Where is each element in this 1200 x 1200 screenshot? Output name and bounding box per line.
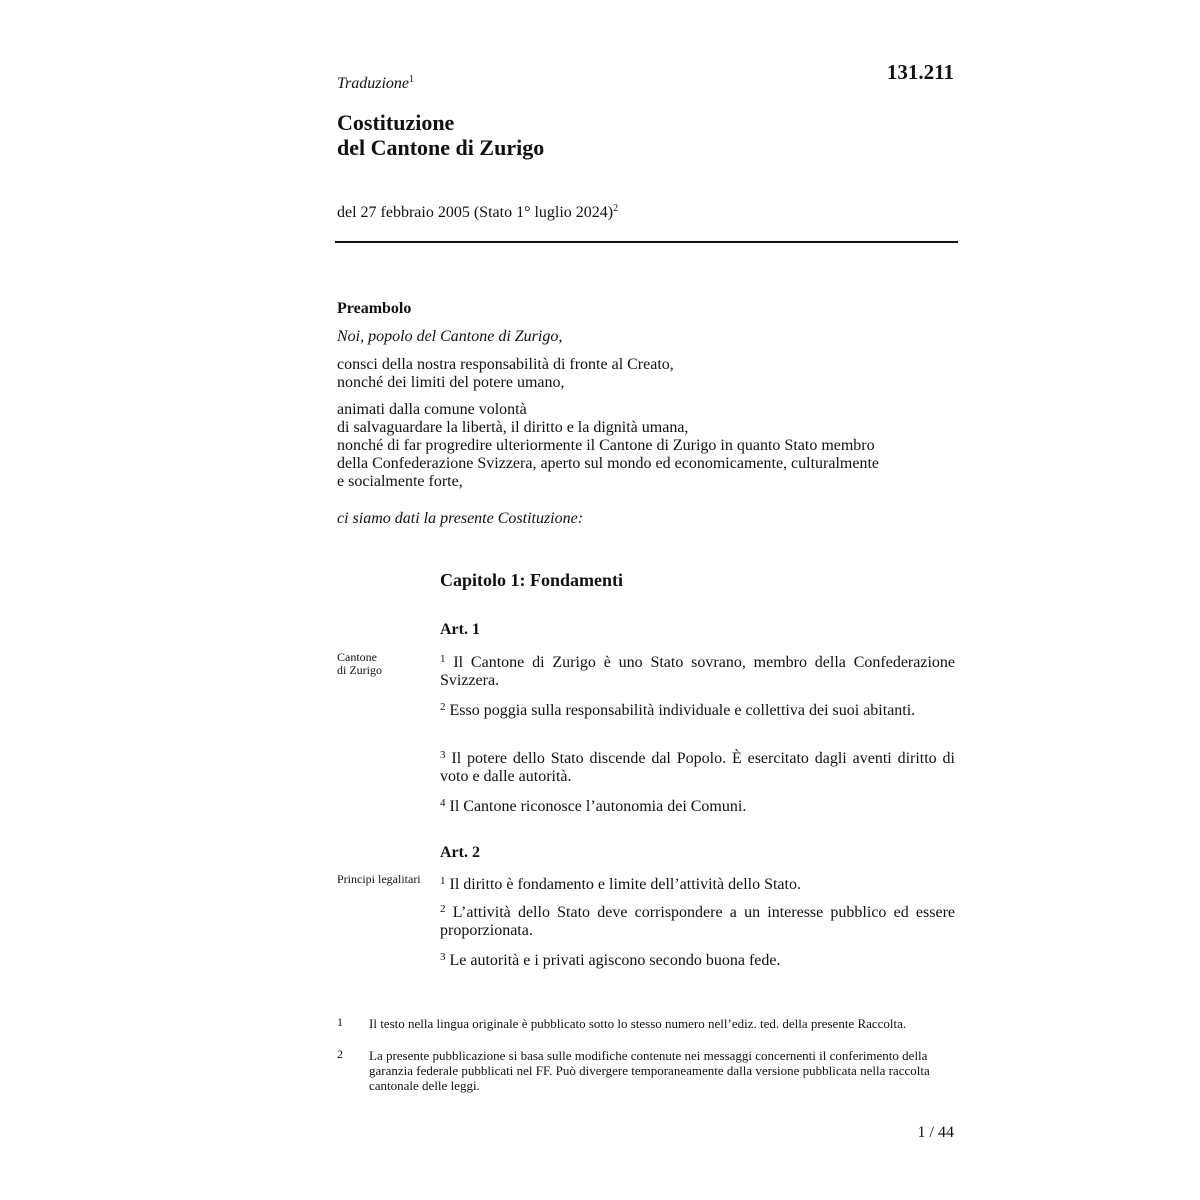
footnote-1-number: 1 [337, 1015, 343, 1029]
article-1-title: Art. 1 [440, 621, 480, 638]
document-date: del 27 febbraio 2005 (Stato 1° luglio 2024)$^2$ [337, 203, 619, 221]
article-2-paragraph-3: $^3$ Le autorità e i privati agiscono secondo buona fede. [440, 951, 781, 969]
preamble-intro: Noi, popolo del Cantone di Zurigo, [337, 328, 563, 345]
page-number: 1 / 44 [917, 1124, 954, 1141]
article-2-paragraph-2: $^2$ L’attività dello Stato deve corrispondere a un interesse pubblico ed essere proporzionata. [440, 903, 956, 939]
preamble-paragraph-2: animati dalla comune volontà di salvaguardare la libertà, il diritto e la dignità umana, nonché di far progredire ulteriormente il Cantone di Zurigo in quanto Stato membro della Confederazione Svizzera, aperto sul mondo ed economicamente, culturalmente e socialmente forte, [337, 401, 879, 490]
article-1-paragraph-1: $^1$ Il Cantone di Zurigo è uno Stato sovrano, membro della Confederazione Svizzera. [440, 653, 955, 689]
article-1-paragraph-4: $^4$ Il Cantone riconosce l’autonomia dei Comuni. [440, 797, 747, 815]
preamble-closing: ci siamo dati la presente Costituzione: [337, 510, 584, 527]
article-2-title: Art. 2 [440, 844, 480, 861]
article-1-margin-note: Cantone di Zurigo [337, 650, 382, 677]
footnote-2-number: 2 [337, 1047, 343, 1061]
article-2-paragraph-1: $^1$ Il diritto è fondamento e limite dell’attività dello Stato. [440, 875, 801, 893]
footnote-2-text: La presente pubblicazione si basa sulle modifiche contenute nei messaggi concernenti il conferimento della garanzia federale pubblicati nel FF. Può divergere temporaneamente dalla versione pubblicata nella raccolta cantonale delle leggi. [369, 1048, 930, 1093]
translation-label: Traduzione$^1$ [337, 74, 415, 92]
document-title: Costituzione del Cantone di Zurigo [337, 110, 545, 160]
article-1-paragraph-2: $^2$ Esso poggia sulla responsabilità individuale e collettiva dei suoi abitanti. [440, 701, 916, 719]
preamble-paragraph-1: consci della nostra responsabilità di fronte al Creato, nonché dei limiti del potere umano, [337, 356, 674, 391]
header-divider [335, 241, 958, 243]
footnote-ref-2[interactable]: 2 [613, 203, 619, 214]
sr-number: 131.211 [886, 60, 954, 84]
chapter-title: Capitolo 1: Fondamenti [440, 570, 624, 590]
footnote-1-text: Il testo nella lingua originale è pubblicato sotto lo stesso numero nell’ediz. ted. della presente Raccolta. [369, 1016, 907, 1031]
footnote-ref-1[interactable]: 1 [409, 74, 415, 85]
preamble-heading: Preambolo [337, 300, 412, 317]
article-1-paragraph-3: $^3$ Il potere dello Stato discende dal Popolo. È esercitato dagli aventi diritto di voto e dalle autorità. [440, 749, 955, 785]
article-2-margin-note: Principi legalitari [337, 872, 421, 886]
